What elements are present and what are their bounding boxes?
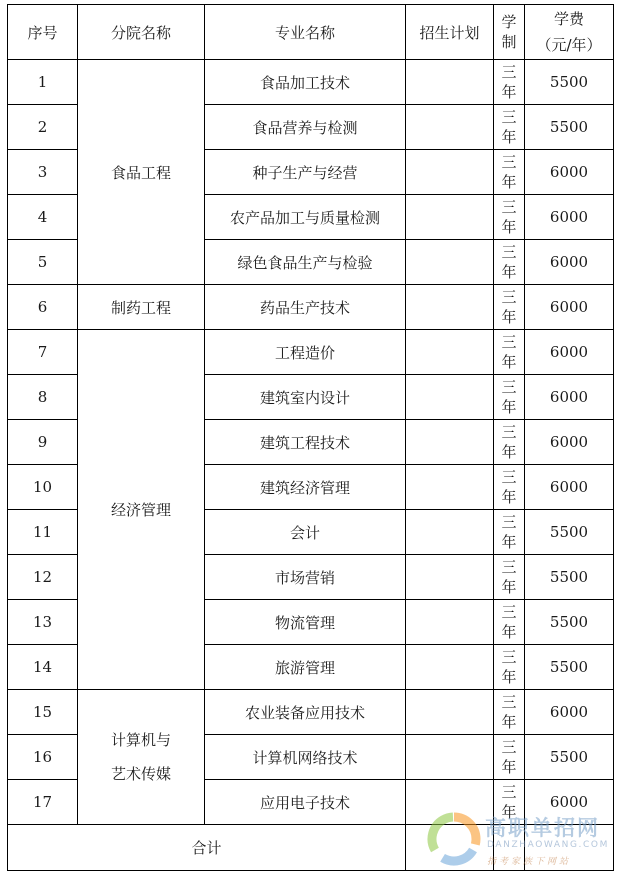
- row-years: [494, 195, 525, 240]
- total-label: 合计: [8, 825, 406, 871]
- row-plan: [406, 195, 494, 240]
- row-years-line1: 三: [501, 603, 517, 621]
- watermark-url: DANZHAOWANG.COM: [487, 840, 609, 850]
- row-no: 9: [8, 420, 78, 465]
- row-years: [494, 105, 525, 150]
- row-fee: 6000: [525, 690, 614, 735]
- row-years-line2: 年: [501, 443, 517, 461]
- watermark-slogan: 指考家族下网站: [487, 857, 572, 867]
- watermark-name: 高职单招网: [485, 816, 600, 840]
- header-fee-line1: 学费: [553, 10, 584, 28]
- row-major: 会计: [205, 510, 406, 555]
- row-major: 应用电子技术: [205, 780, 406, 825]
- total-fee: [525, 825, 614, 871]
- total-plan: [406, 825, 494, 871]
- table-row: [8, 330, 614, 375]
- row-major: 农业装备应用技术: [205, 690, 406, 735]
- table-row: [8, 60, 614, 105]
- school-computer-line1: 计算机与: [110, 731, 171, 749]
- row-fee: 6000: [525, 420, 614, 465]
- school-cell-food: 食品工程: [78, 60, 205, 285]
- row-years-line1: 三: [501, 153, 517, 171]
- row-years: [494, 420, 525, 465]
- row-plan: [406, 240, 494, 285]
- row-years-line2: 年: [501, 758, 517, 776]
- row-major: 工程造价: [205, 330, 406, 375]
- row-years-line1: 三: [501, 648, 517, 666]
- header-fee: [525, 5, 614, 60]
- row-no: 16: [8, 735, 78, 780]
- row-plan: [406, 600, 494, 645]
- row-no: 14: [8, 645, 78, 690]
- row-plan: [406, 555, 494, 600]
- row-fee: 5500: [525, 555, 614, 600]
- row-fee: 5500: [525, 510, 614, 555]
- row-no: 15: [8, 690, 78, 735]
- header-major: 专业名称: [205, 5, 406, 60]
- row-major: 建筑经济管理: [205, 465, 406, 510]
- row-fee: 6000: [525, 780, 614, 825]
- row-years: [494, 285, 525, 330]
- school-cell-econ: 经济管理: [78, 330, 205, 690]
- row-years: [494, 690, 525, 735]
- header-years: [494, 5, 525, 60]
- row-plan: [406, 690, 494, 735]
- row-plan: [406, 105, 494, 150]
- row-years-line2: 年: [501, 173, 517, 191]
- row-plan: [406, 420, 494, 465]
- row-no: 7: [8, 330, 78, 375]
- row-years: [494, 645, 525, 690]
- school-computer-line2: 艺术传媒: [110, 765, 171, 783]
- header-fee-line2: （元/年）: [536, 36, 602, 54]
- row-years-line2: 年: [501, 533, 517, 551]
- row-years-line2: 年: [501, 263, 517, 281]
- row-fee: 6000: [525, 240, 614, 285]
- row-years-line1: 三: [501, 243, 517, 261]
- total-years: [494, 825, 525, 871]
- row-years-line1: 三: [501, 468, 517, 486]
- row-years-line2: 年: [501, 488, 517, 506]
- row-plan: [406, 375, 494, 420]
- row-years: [494, 150, 525, 195]
- row-no: 8: [8, 375, 78, 420]
- row-years-line2: 年: [501, 128, 517, 146]
- total-row: [8, 825, 614, 871]
- row-years-line2: 年: [501, 803, 517, 821]
- row-years: [494, 780, 525, 825]
- row-years: [494, 735, 525, 780]
- row-years-line2: 年: [501, 218, 517, 236]
- row-no: 4: [8, 195, 78, 240]
- row-plan: [406, 150, 494, 195]
- header-no: 序号: [8, 5, 78, 60]
- row-fee: 5500: [525, 645, 614, 690]
- row-years: [494, 240, 525, 285]
- row-no: 1: [8, 60, 78, 105]
- row-plan: [406, 330, 494, 375]
- row-no: 11: [8, 510, 78, 555]
- row-fee: 5500: [525, 60, 614, 105]
- table-row: [8, 285, 614, 330]
- table-header-row: [8, 5, 614, 60]
- row-major: 食品加工技术: [205, 60, 406, 105]
- row-years-line1: 三: [501, 738, 517, 756]
- row-years-line1: 三: [501, 513, 517, 531]
- row-major: 建筑室内设计: [205, 375, 406, 420]
- row-plan: [406, 60, 494, 105]
- row-fee: 5500: [525, 600, 614, 645]
- row-fee: 6000: [525, 465, 614, 510]
- row-years-line2: 年: [501, 308, 517, 326]
- row-years-line1: 三: [501, 333, 517, 351]
- row-plan: [406, 645, 494, 690]
- table-row: [8, 690, 614, 735]
- row-years: [494, 330, 525, 375]
- row-major: 物流管理: [205, 600, 406, 645]
- row-no: 5: [8, 240, 78, 285]
- row-years-line2: 年: [501, 353, 517, 371]
- row-years: [494, 60, 525, 105]
- school-cell-computer: [78, 690, 205, 825]
- row-years: [494, 375, 525, 420]
- row-major: 药品生产技术: [205, 285, 406, 330]
- row-fee: 6000: [525, 285, 614, 330]
- row-years-line1: 三: [501, 693, 517, 711]
- row-years: [494, 510, 525, 555]
- row-plan: [406, 780, 494, 825]
- row-years: [494, 555, 525, 600]
- row-major: 建筑工程技术: [205, 420, 406, 465]
- row-years-line1: 三: [501, 378, 517, 396]
- row-no: 6: [8, 285, 78, 330]
- row-plan: [406, 510, 494, 555]
- row-years-line1: 三: [501, 783, 517, 801]
- row-no: 10: [8, 465, 78, 510]
- row-fee: 5500: [525, 735, 614, 780]
- header-years-line2: 制: [501, 33, 517, 51]
- enrollment-table: [7, 4, 614, 871]
- row-plan: [406, 465, 494, 510]
- row-years-line1: 三: [501, 63, 517, 81]
- row-plan: [406, 735, 494, 780]
- row-years-line1: 三: [501, 108, 517, 126]
- row-fee: 6000: [525, 375, 614, 420]
- row-years-line2: 年: [501, 83, 517, 101]
- row-years: [494, 600, 525, 645]
- row-years-line1: 三: [501, 288, 517, 306]
- row-major: 市场营销: [205, 555, 406, 600]
- row-major: 食品营养与检测: [205, 105, 406, 150]
- row-no: 2: [8, 105, 78, 150]
- row-years: [494, 465, 525, 510]
- row-years-line2: 年: [501, 398, 517, 416]
- row-fee: 6000: [525, 195, 614, 240]
- row-years-line1: 三: [501, 558, 517, 576]
- row-major: 旅游管理: [205, 645, 406, 690]
- row-years-line2: 年: [501, 578, 517, 596]
- row-years-line2: 年: [501, 713, 517, 731]
- row-no: 17: [8, 780, 78, 825]
- row-major: 绿色食品生产与检验: [205, 240, 406, 285]
- row-no: 13: [8, 600, 78, 645]
- row-no: 3: [8, 150, 78, 195]
- header-plan: 招生计划: [406, 5, 494, 60]
- row-years-line2: 年: [501, 623, 517, 641]
- school-cell-pharma: 制药工程: [78, 285, 205, 330]
- row-major: 农产品加工与质量检测: [205, 195, 406, 240]
- row-no: 12: [8, 555, 78, 600]
- row-plan: [406, 285, 494, 330]
- row-major: 计算机网络技术: [205, 735, 406, 780]
- row-fee: 5500: [525, 105, 614, 150]
- header-years-line1: 学: [501, 13, 517, 31]
- row-major: 种子生产与经营: [205, 150, 406, 195]
- row-years-line1: 三: [501, 423, 517, 441]
- header-school: 分院名称: [78, 5, 205, 60]
- row-years-line1: 三: [501, 198, 517, 216]
- row-fee: 6000: [525, 330, 614, 375]
- row-fee: 6000: [525, 150, 614, 195]
- row-years-line2: 年: [501, 668, 517, 686]
